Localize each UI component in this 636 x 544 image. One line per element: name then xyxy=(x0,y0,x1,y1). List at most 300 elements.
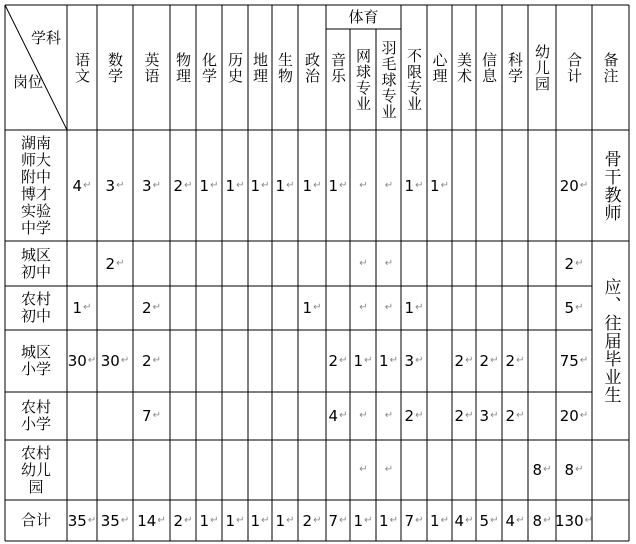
data-cell xyxy=(528,330,556,392)
cell-text: 1 xyxy=(225,176,236,195)
data-cell xyxy=(170,500,196,541)
data-cell xyxy=(272,330,298,392)
return-mark-icon: ↵ xyxy=(465,410,474,421)
return-mark-icon: ↵ xyxy=(543,514,552,526)
data-cell xyxy=(476,500,502,541)
return-mark-icon: ↵ xyxy=(384,179,394,191)
data-cell xyxy=(298,130,326,241)
cell-text: 8 xyxy=(532,511,543,530)
return-mark-icon: ↵ xyxy=(116,179,125,191)
data-cell xyxy=(67,330,97,392)
data-cell xyxy=(222,130,248,241)
data-cell xyxy=(133,330,170,392)
data-cell xyxy=(350,286,376,330)
data-cell xyxy=(222,392,248,440)
data-cell xyxy=(427,392,452,440)
return-mark-icon: ↵ xyxy=(339,355,348,366)
data-cell xyxy=(326,500,350,541)
cell-text: 骨干教师 xyxy=(600,149,621,222)
data-cell xyxy=(272,392,298,440)
cell-text: 应、往届毕业生 xyxy=(600,277,621,404)
cell-text: 2 xyxy=(173,176,184,195)
header-subject xyxy=(196,5,222,130)
header-subject xyxy=(452,5,476,130)
data-cell xyxy=(452,500,476,541)
cell-text: 2 xyxy=(105,254,116,273)
return-mark-icon: ↵ xyxy=(359,257,368,269)
return-mark-icon: ↵ xyxy=(575,464,584,475)
header-subject xyxy=(528,5,556,130)
header-subject xyxy=(67,5,97,130)
data-cell xyxy=(248,330,272,392)
data-cell xyxy=(528,500,556,541)
data-cell xyxy=(170,330,196,392)
return-mark-icon: ↵ xyxy=(184,179,193,191)
cell-text: 历史 xyxy=(226,51,244,84)
cell-text: 不限专业 xyxy=(405,47,423,112)
return-mark-icon: ↵ xyxy=(440,514,449,526)
data-cell xyxy=(476,440,502,500)
data-cell xyxy=(196,500,222,541)
data-cell xyxy=(556,392,592,440)
return-mark-icon: ↵ xyxy=(152,410,161,421)
data-cell xyxy=(376,286,401,330)
return-mark-icon: ↵ xyxy=(339,410,348,421)
data-cell xyxy=(401,130,427,241)
cell-text: 1 xyxy=(379,352,389,370)
data-cell xyxy=(350,500,376,541)
data-cell xyxy=(401,500,427,541)
cell-text: 岗位 xyxy=(13,73,44,91)
data-cell xyxy=(427,241,452,286)
data-cell xyxy=(67,440,97,500)
return-mark-icon: ↵ xyxy=(364,514,373,526)
data-cell xyxy=(67,286,97,330)
cell-text: 2 xyxy=(142,299,152,317)
return-mark-icon: ↵ xyxy=(87,355,97,366)
data-cell xyxy=(272,130,298,241)
data-cell xyxy=(248,286,272,330)
data-cell xyxy=(502,286,528,330)
header-subject xyxy=(502,5,528,130)
return-mark-icon: ↵ xyxy=(286,514,295,526)
data-cell xyxy=(350,440,376,500)
row-label-text: 农村初中 xyxy=(20,290,51,325)
data-cell xyxy=(298,286,326,330)
data-cell xyxy=(556,440,592,500)
cell-text: 2 xyxy=(173,511,184,530)
return-mark-icon: ↵ xyxy=(490,514,499,526)
data-cell xyxy=(502,500,528,541)
return-mark-icon: ↵ xyxy=(490,355,499,366)
data-cell xyxy=(272,286,298,330)
cell-text: 1 xyxy=(430,176,440,195)
cell-text: 科学 xyxy=(506,51,524,84)
cell-text: 1 xyxy=(404,299,415,317)
return-mark-icon: ↵ xyxy=(584,514,594,526)
data-cell xyxy=(556,500,592,541)
data-cell xyxy=(170,130,196,241)
data-cell xyxy=(67,241,97,286)
cell-text: 30 xyxy=(67,352,87,370)
cell-text: 语文 xyxy=(73,51,91,84)
row-label xyxy=(5,130,67,241)
cell-text: 8 xyxy=(564,461,575,479)
return-mark-icon: ↵ xyxy=(579,179,589,191)
cell-text: 2 xyxy=(404,407,415,425)
header-subject xyxy=(476,5,502,130)
data-cell xyxy=(427,286,452,330)
data-cell xyxy=(133,286,170,330)
data-cell xyxy=(452,286,476,330)
return-mark-icon: ↵ xyxy=(261,514,270,526)
data-cell xyxy=(476,130,502,241)
data-cell xyxy=(476,330,502,392)
return-mark-icon: ↵ xyxy=(516,355,525,366)
data-cell xyxy=(401,440,427,500)
cell-text: 20 xyxy=(559,176,579,195)
data-cell xyxy=(452,241,476,286)
data-cell xyxy=(326,440,350,500)
return-mark-icon: ↵ xyxy=(313,514,322,526)
row-label xyxy=(5,286,67,330)
data-cell xyxy=(196,286,222,330)
data-cell xyxy=(222,330,248,392)
row-label xyxy=(5,241,67,286)
header-subject xyxy=(170,5,196,130)
cell-text: 数学 xyxy=(106,51,124,84)
data-cell xyxy=(401,392,427,440)
data-cell xyxy=(67,392,97,440)
data-cell xyxy=(298,440,326,500)
return-mark-icon: ↵ xyxy=(543,464,552,475)
cell-text: 2 xyxy=(302,511,313,530)
data-cell xyxy=(97,286,133,330)
return-mark-icon: ↵ xyxy=(261,179,270,191)
data-cell xyxy=(427,440,452,500)
cell-text: 1 xyxy=(250,176,261,195)
cell-text: 音乐 xyxy=(329,51,347,84)
cell-text: 1 xyxy=(379,511,389,530)
cell-text: 1 xyxy=(353,511,364,530)
cell-text: 信息 xyxy=(480,51,498,84)
cell-text: 2 xyxy=(564,254,575,273)
cell-text: 1 xyxy=(250,511,261,530)
return-mark-icon: ↵ xyxy=(157,514,166,526)
return-mark-icon: ↵ xyxy=(516,410,525,421)
cell-text: 4 xyxy=(72,176,83,195)
row-label xyxy=(5,392,67,440)
data-cell xyxy=(222,440,248,500)
data-cell xyxy=(476,241,502,286)
cell-text: 8 xyxy=(532,461,543,479)
cell-text: 30 xyxy=(100,352,120,370)
data-cell xyxy=(427,500,452,541)
return-mark-icon: ↵ xyxy=(313,179,322,191)
cell-text: 3 xyxy=(142,176,152,195)
data-cell xyxy=(326,392,350,440)
cell-text: 2 xyxy=(142,352,152,370)
data-cell xyxy=(222,500,248,541)
return-mark-icon: ↵ xyxy=(575,257,584,269)
cell-text: 学科 xyxy=(31,29,62,47)
cell-text: 7 xyxy=(328,511,339,530)
return-mark-icon: ↵ xyxy=(184,514,193,526)
return-mark-icon: ↵ xyxy=(116,257,125,269)
data-cell xyxy=(272,440,298,500)
return-mark-icon: ↵ xyxy=(210,514,219,526)
return-mark-icon: ↵ xyxy=(83,179,92,191)
return-mark-icon: ↵ xyxy=(465,514,474,526)
row-label xyxy=(5,500,67,541)
data-cell xyxy=(528,440,556,500)
data-cell xyxy=(326,241,350,286)
return-mark-icon: ↵ xyxy=(152,302,161,313)
return-mark-icon: ↵ xyxy=(465,355,474,366)
cell-text: 4 xyxy=(454,511,465,530)
data-cell xyxy=(196,440,222,500)
return-mark-icon: ↵ xyxy=(579,410,589,421)
data-cell xyxy=(326,330,350,392)
data-cell xyxy=(556,241,592,286)
data-cell xyxy=(528,392,556,440)
data-cell xyxy=(350,241,376,286)
return-mark-icon: ↵ xyxy=(415,302,424,313)
data-cell xyxy=(97,440,133,500)
cell-text: 化学 xyxy=(200,51,218,84)
data-cell xyxy=(376,130,401,241)
cell-text: 1 xyxy=(430,511,440,530)
cell-text: 3 xyxy=(404,352,415,370)
header-subject xyxy=(248,5,272,130)
data-cell xyxy=(170,286,196,330)
return-mark-icon: ↵ xyxy=(236,179,245,191)
row-label-text: 合计 xyxy=(20,511,51,529)
return-mark-icon: ↵ xyxy=(152,355,161,366)
data-cell xyxy=(502,330,528,392)
cell-text: 35 xyxy=(100,511,120,530)
corner-position-label xyxy=(13,65,65,128)
remark-backbone xyxy=(592,130,629,241)
cell-text: 幼儿园 xyxy=(533,43,551,92)
row-label-text: 湖南师大附中博才实验中学 xyxy=(20,133,51,237)
cell-text: 3 xyxy=(105,176,116,195)
cell-text: 羽毛球专业 xyxy=(379,39,398,120)
cell-text: 5 xyxy=(564,299,575,317)
data-cell xyxy=(376,241,401,286)
data-cell xyxy=(133,130,170,241)
return-mark-icon: ↵ xyxy=(236,514,245,526)
data-cell xyxy=(196,392,222,440)
cell-text: 网球专业 xyxy=(354,47,372,112)
data-cell xyxy=(272,241,298,286)
cell-text: 2 xyxy=(454,352,465,370)
data-cell xyxy=(376,500,401,541)
row-label xyxy=(5,330,67,392)
cell-text: 1 xyxy=(275,511,286,530)
return-mark-icon: ↵ xyxy=(359,302,368,313)
cell-text: 1 xyxy=(302,176,313,195)
data-cell xyxy=(427,330,452,392)
data-cell xyxy=(133,500,170,541)
data-cell xyxy=(248,500,272,541)
data-cell xyxy=(528,241,556,286)
return-mark-icon: ↵ xyxy=(384,257,394,269)
data-cell xyxy=(133,392,170,440)
data-cell xyxy=(452,330,476,392)
cell-text: 英语 xyxy=(142,51,161,84)
data-cell xyxy=(248,241,272,286)
return-mark-icon: ↵ xyxy=(339,514,348,526)
data-cell xyxy=(298,330,326,392)
cell-text: 75 xyxy=(559,352,579,370)
data-cell xyxy=(476,392,502,440)
data-cell xyxy=(427,130,452,241)
data-cell xyxy=(452,440,476,500)
row-label-text: 农村小学 xyxy=(20,398,51,433)
data-cell xyxy=(350,130,376,241)
row-label-text: 城区初中 xyxy=(20,245,51,281)
cell-text: 1 xyxy=(302,299,313,317)
cell-text: 4 xyxy=(505,511,516,530)
remark-graduates xyxy=(592,241,629,440)
cell-text: 物理 xyxy=(174,51,192,84)
data-cell xyxy=(97,392,133,440)
return-mark-icon: ↵ xyxy=(384,464,394,475)
return-mark-icon: ↵ xyxy=(579,355,589,366)
header-subject xyxy=(592,5,629,130)
data-cell xyxy=(133,241,170,286)
return-mark-icon: ↵ xyxy=(359,179,368,191)
return-mark-icon: ↵ xyxy=(87,514,97,526)
data-cell xyxy=(326,286,350,330)
data-cell xyxy=(298,241,326,286)
data-cell xyxy=(452,392,476,440)
data-cell xyxy=(476,286,502,330)
cell-text: 7 xyxy=(404,511,415,530)
return-mark-icon: ↵ xyxy=(364,355,373,366)
corner-subject-label xyxy=(13,9,65,55)
cell-text: 4 xyxy=(328,407,339,425)
return-mark-icon: ↵ xyxy=(440,179,449,191)
return-mark-icon: ↵ xyxy=(389,355,398,366)
return-mark-icon: ↵ xyxy=(415,179,424,191)
cell-text: 体育 xyxy=(348,8,379,26)
header-subject xyxy=(133,5,170,130)
cell-text: 5 xyxy=(479,511,490,530)
header-pe-sub xyxy=(376,29,401,130)
return-mark-icon: ↵ xyxy=(415,514,424,526)
return-mark-icon: ↵ xyxy=(339,179,348,191)
header-pe-sub xyxy=(401,29,427,130)
return-mark-icon: ↵ xyxy=(286,179,295,191)
data-cell xyxy=(272,500,298,541)
row-label xyxy=(5,440,67,500)
header-subject xyxy=(556,5,592,130)
return-mark-icon: ↵ xyxy=(490,410,499,421)
header-pe-sub xyxy=(350,29,376,130)
data-cell xyxy=(556,130,592,241)
data-cell xyxy=(222,286,248,330)
data-cell xyxy=(170,241,196,286)
cell-text: 合计 xyxy=(565,51,583,84)
return-mark-icon: ↵ xyxy=(516,514,525,526)
return-mark-icon: ↵ xyxy=(120,514,130,526)
data-cell xyxy=(97,330,133,392)
return-mark-icon: ↵ xyxy=(83,302,92,313)
data-cell xyxy=(67,500,97,541)
header-subject xyxy=(272,5,298,130)
row-label-text: 城区小学 xyxy=(20,343,51,378)
return-mark-icon: ↵ xyxy=(389,514,398,526)
cell-text: 2 xyxy=(328,352,339,370)
data-cell xyxy=(401,330,427,392)
return-mark-icon: ↵ xyxy=(359,464,368,475)
data-cell xyxy=(97,500,133,541)
data-cell xyxy=(502,392,528,440)
data-cell xyxy=(556,330,592,392)
cell-text: 2 xyxy=(505,352,516,370)
header-subject xyxy=(222,5,248,130)
data-cell xyxy=(248,392,272,440)
header-subject xyxy=(97,5,133,130)
data-cell xyxy=(222,241,248,286)
cell-text: 14 xyxy=(137,511,157,530)
data-cell xyxy=(67,130,97,241)
data-cell xyxy=(528,286,556,330)
cell-text: 20 xyxy=(559,407,579,425)
cell-text: 备注 xyxy=(601,51,620,84)
cell-text: 生物 xyxy=(276,51,294,84)
cell-text: 1 xyxy=(225,511,236,530)
data-cell xyxy=(376,330,401,392)
cell-text: 130 xyxy=(554,511,584,530)
data-cell xyxy=(502,440,528,500)
data-cell xyxy=(248,440,272,500)
cell-text: 心理 xyxy=(430,51,449,84)
header-subject xyxy=(427,5,452,130)
cell-text: 2 xyxy=(454,407,465,425)
return-mark-icon: ↵ xyxy=(384,302,394,313)
return-mark-icon: ↵ xyxy=(210,179,219,191)
data-cell xyxy=(248,130,272,241)
cell-text: 美术 xyxy=(455,51,473,84)
cell-text: 1 xyxy=(404,176,415,195)
data-cell xyxy=(170,392,196,440)
return-mark-icon: ↵ xyxy=(120,355,130,366)
return-mark-icon: ↵ xyxy=(575,302,584,313)
return-mark-icon: ↵ xyxy=(313,302,322,313)
data-cell xyxy=(133,440,170,500)
return-mark-icon: ↵ xyxy=(415,410,424,421)
data-cell xyxy=(298,392,326,440)
data-cell xyxy=(376,392,401,440)
cell-text: 1 xyxy=(328,176,339,195)
return-mark-icon: ↵ xyxy=(152,179,161,191)
data-cell xyxy=(502,130,528,241)
data-cell xyxy=(401,241,427,286)
cell-text: 2 xyxy=(505,407,516,425)
data-cell xyxy=(298,500,326,541)
cell-text: 1 xyxy=(353,352,364,370)
header-subject xyxy=(298,5,326,130)
cell-text: 2 xyxy=(479,352,490,370)
cell-text: 3 xyxy=(479,407,490,425)
data-cell xyxy=(401,286,427,330)
data-cell xyxy=(502,241,528,286)
data-cell xyxy=(196,330,222,392)
cell-text: 1 xyxy=(72,299,83,317)
